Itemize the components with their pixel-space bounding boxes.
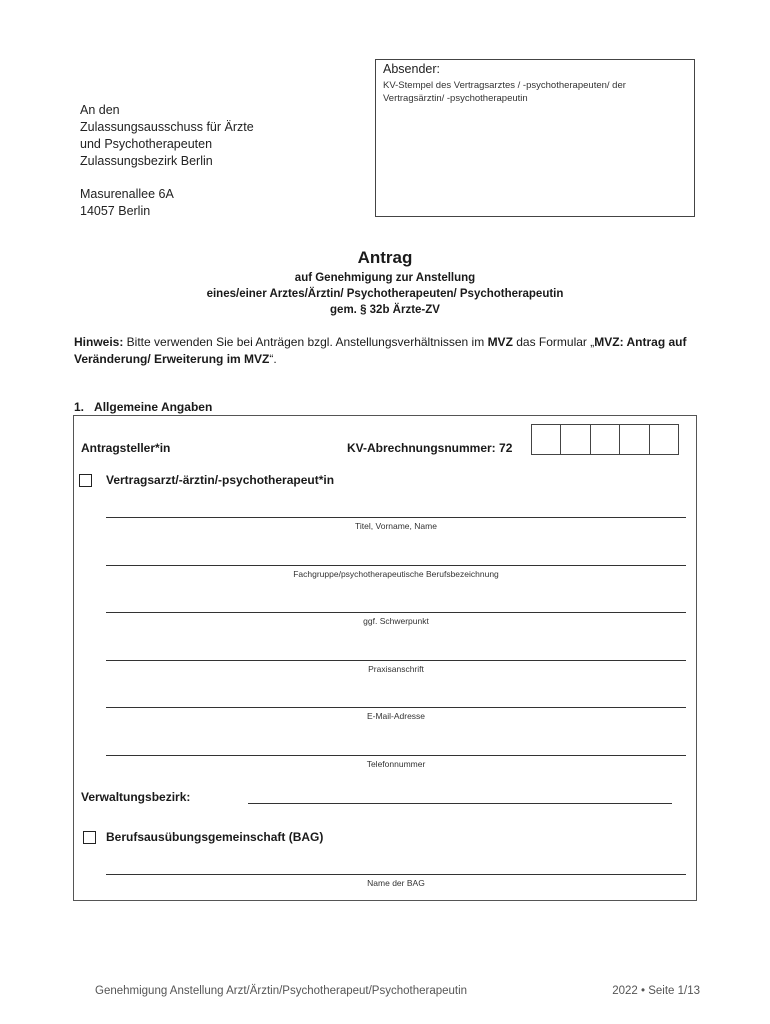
kv-number-input[interactable] — [531, 424, 679, 455]
applicant-label: Antragsteller*in — [81, 441, 171, 455]
recipient-city: 14057 Berlin — [80, 204, 151, 218]
district-label: Verwaltungsbezirk: — [81, 790, 191, 804]
vertragsarzt-label: Vertragsarzt/-ärztin/-psychotherapeut*in — [106, 473, 335, 487]
hint-label: Hinweis: — [74, 335, 124, 349]
focus-field-line[interactable] — [106, 612, 686, 613]
recipient-line: Zulassungsbezirk Berlin — [80, 154, 213, 168]
hint-paragraph — [74, 334, 694, 368]
section-number: 1. — [74, 400, 85, 414]
hint-text: “. — [269, 352, 277, 366]
sender-title: Absender: — [383, 62, 440, 76]
document-title: Antrag — [357, 248, 413, 267]
bag-name-field-line[interactable] — [106, 874, 686, 875]
recipient-street: Masurenallee 6A — [80, 187, 174, 201]
hint-mvz: MVZ — [487, 335, 513, 349]
field-caption: Titel, Vorname, Name — [355, 521, 437, 531]
sender-stamp-box[interactable] — [375, 59, 695, 217]
sender-description: KV-Stempel des Vertragsarztes / -psychotherapeuten/ der Vertragsärztin/ -psychotherapeutin — [383, 80, 626, 104]
kv-number-label: KV-Abrechnungsnummer: 72 — [347, 441, 513, 455]
kv-digit-cell[interactable] — [561, 425, 590, 454]
phone-field-line[interactable] — [106, 755, 686, 756]
recipient-line: Zulassungsausschuss für Ärzte — [80, 120, 254, 134]
section-box — [73, 415, 697, 901]
kv-digit-cell[interactable] — [532, 425, 561, 454]
hint-text: das Formular „ — [512, 335, 595, 349]
field-caption: Name der BAG — [367, 878, 425, 888]
hint-text: Bitte verwenden Sie bei Anträgen bzgl. Anstellungsverhältnissen im — [123, 335, 488, 349]
field-caption: Praxisanschrift — [368, 664, 424, 674]
document-subtitle: eines/einer Arztes/Ärztin/ Psychotherapeuten/ Psychotherapeutin — [206, 288, 564, 300]
kv-digit-cell[interactable] — [650, 425, 678, 454]
bag-checkbox[interactable] — [83, 831, 96, 844]
name-field-line[interactable] — [106, 517, 686, 518]
hint-form-name: MVZ: Antrag auf Veränderung/ Erweiterung im MVZ — [74, 335, 687, 366]
page-number: 2022 • Seite 1/13 — [612, 985, 700, 997]
field-caption: E-Mail-Adresse — [366, 711, 426, 721]
document-subtitle: auf Genehmigung zur Anstellung — [294, 272, 476, 284]
address-field-line[interactable] — [106, 660, 686, 661]
footer-title: Genehmigung Anstellung Arzt/Ärztin/Psychotherapeut/Psychotherapeutin — [95, 985, 468, 997]
kv-digit-cell[interactable] — [591, 425, 620, 454]
district-field-line[interactable] — [248, 803, 672, 804]
email-field-line[interactable] — [106, 707, 686, 708]
vertragsarzt-checkbox[interactable] — [79, 474, 92, 487]
document-subtitle: gem. § 32b Ärzte-ZV — [330, 304, 440, 316]
bag-label: Berufsausübungsgemeinschaft (BAG) — [106, 830, 324, 844]
field-caption: Fachgruppe/psychotherapeutische Berufsbezeichnung — [293, 569, 499, 579]
field-caption: ggf. Schwerpunkt — [363, 616, 429, 626]
section-title: Allgemeine Angaben — [94, 400, 213, 414]
section-heading — [74, 400, 212, 414]
specialty-field-line[interactable] — [106, 565, 686, 566]
recipient-line: und Psychotherapeuten — [80, 137, 213, 151]
recipient-line: An den — [80, 103, 120, 117]
field-caption: Telefonnummer — [366, 759, 426, 769]
kv-digit-cell[interactable] — [620, 425, 649, 454]
recipient-address — [80, 102, 254, 220]
